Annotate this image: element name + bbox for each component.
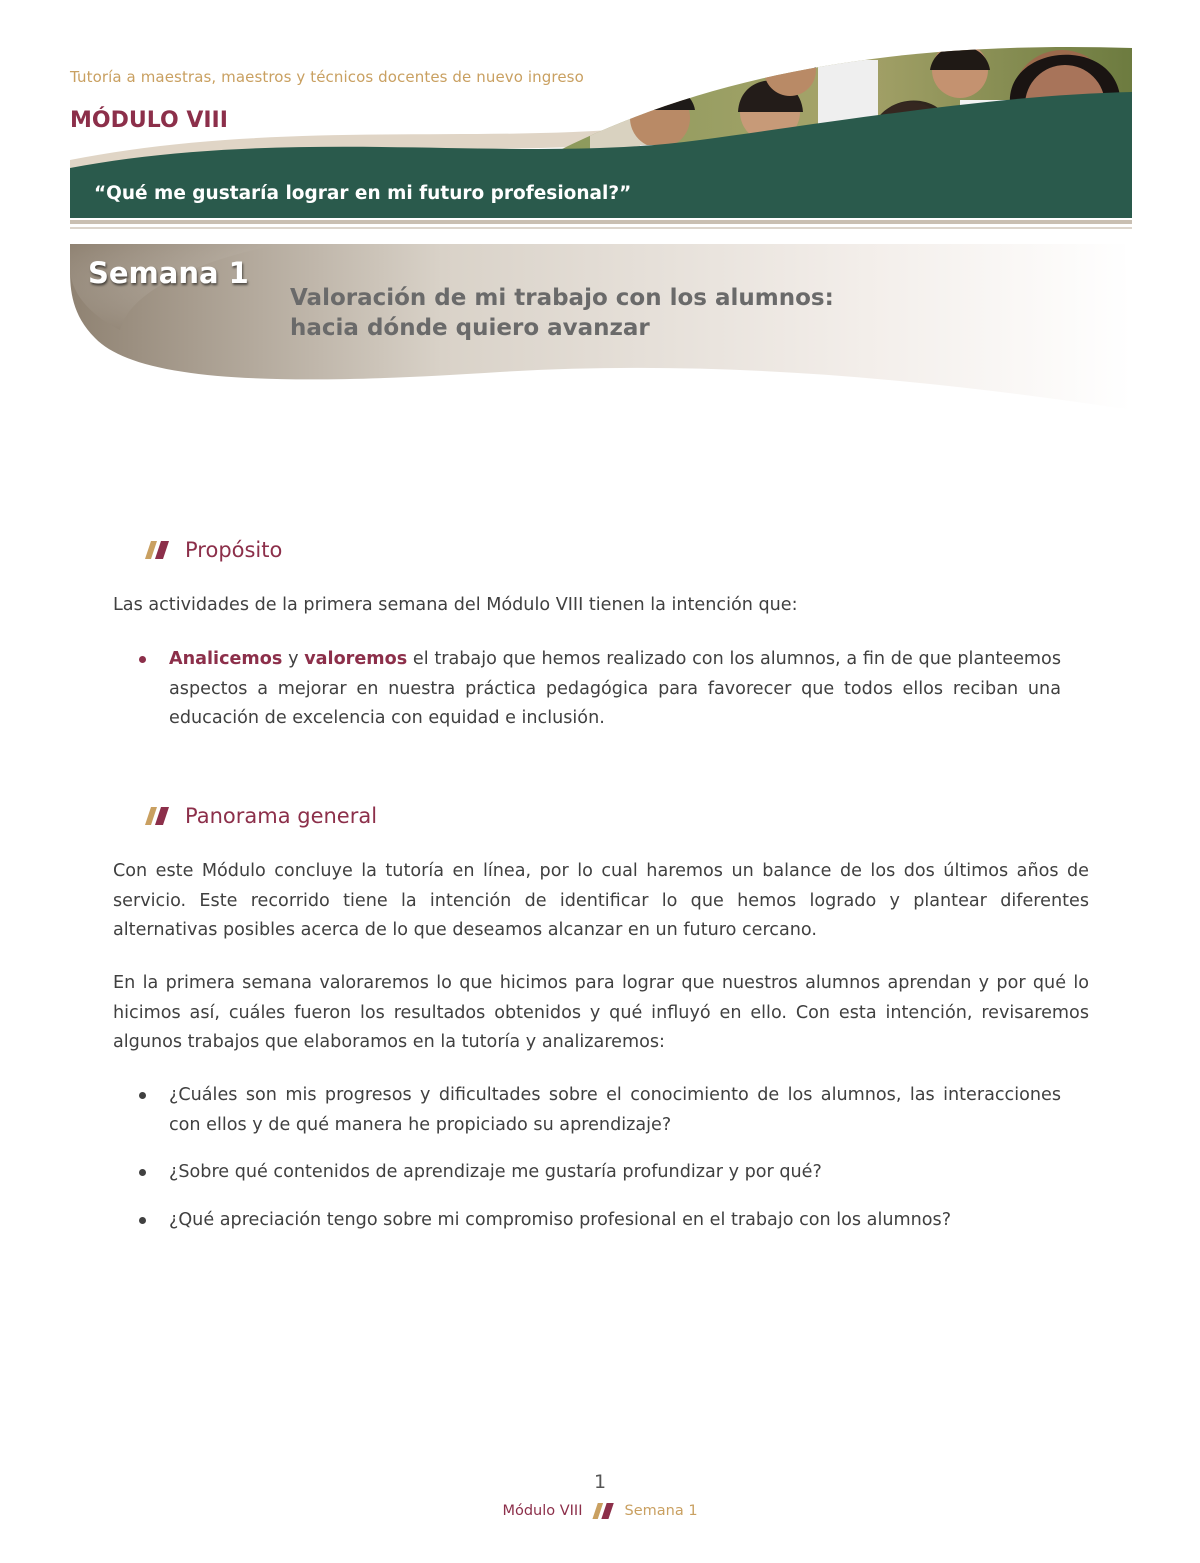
overview-heading-text: Panorama general [185, 804, 378, 828]
week-label: Semana 1 [88, 256, 249, 290]
footer-week: Semana 1 [624, 1503, 698, 1519]
footer [0, 1503, 1200, 1519]
bullet-icon [139, 1092, 146, 1099]
overview-paragraph-2: En la primera semana valoraremos lo que hicimos para lograr que nuestros alumnos aprendan y por qué lo hicimos así, cuáles fueron los resultados obtenidos y qué influyó en ello. Con esta intención, revisaremos algunos trabajos que elaboramos en la tutoría y analizaremos: [113, 973, 1089, 1052]
emphasis-text: valoremos [304, 649, 408, 669]
module-title: MÓDULO VIII [70, 108, 228, 133]
emphasis-text: Analicemos [169, 649, 283, 669]
question-text: ¿Cuáles son mis progresos y dificultades sobre el conocimiento de los alumnos, las interacciones con ellos y de qué manera he propiciado su aprendizaje? [169, 1085, 1061, 1135]
bullet-icon [139, 1217, 146, 1224]
page-number: 1 [593, 1471, 607, 1493]
purpose-list [136, 645, 1061, 734]
purpose-heading [145, 538, 282, 562]
week-title-line-2: hacia dónde quiero avanzar [290, 315, 650, 341]
week-title-line-1: Valoración de mi trabajo con los alumnos: [290, 285, 834, 311]
list-item [136, 1081, 1061, 1140]
reflection-questions-list [136, 1081, 1061, 1235]
overview-paragraph-1: Con este Módulo concluye la tutoría en línea, por lo cual haremos un balance de los dos últimos años de servicio. Este recorrido tiene la intención de identificar lo que hemos logrado y plantear diferentes alternativas posibles acerca de lo que deseamos alcanzar en un futuro cercano. [113, 861, 1089, 940]
double-slash-icon [145, 541, 171, 559]
question-text: ¿Sobre qué contenidos de aprendizaje me gustaría profundizar y por qué? [169, 1162, 822, 1182]
bullet-icon [139, 1169, 146, 1176]
question-text: ¿Qué apreciación tengo sobre mi compromiso profesional en el trabajo con los alumnos? [169, 1209, 952, 1230]
week-title [290, 283, 990, 343]
program-subtitle: Tutoría a maestras, maestros y técnicos docentes de nuevo ingreso [70, 68, 584, 86]
purpose-intro: Las actividades de la primera semana del Módulo VIII tienen la intención que: [113, 595, 798, 615]
bullet-icon [139, 656, 146, 663]
module-question: “Qué me gustaría lograr en mi futuro profesional?” [94, 183, 632, 204]
list-item [136, 1158, 1061, 1188]
list-item [136, 645, 1061, 734]
purpose-heading-text: Propósito [185, 538, 283, 562]
bullet-text: el trabajo que hemos realizado con los alumnos, a fin de que planteemos aspectos a mejorar en nuestra práctica pedagógica para favorecer que todos ellos reciban una educación de excelencia con equidad e inclusión. [169, 649, 1061, 728]
footer-module: Módulo VIII [502, 1503, 583, 1519]
double-slash-icon [145, 807, 171, 825]
list-item [136, 1206, 1061, 1236]
header-banner [0, 0, 1200, 420]
double-slash-icon [591, 1503, 617, 1519]
overview-heading [145, 804, 377, 828]
bullet-text: y [282, 649, 305, 669]
